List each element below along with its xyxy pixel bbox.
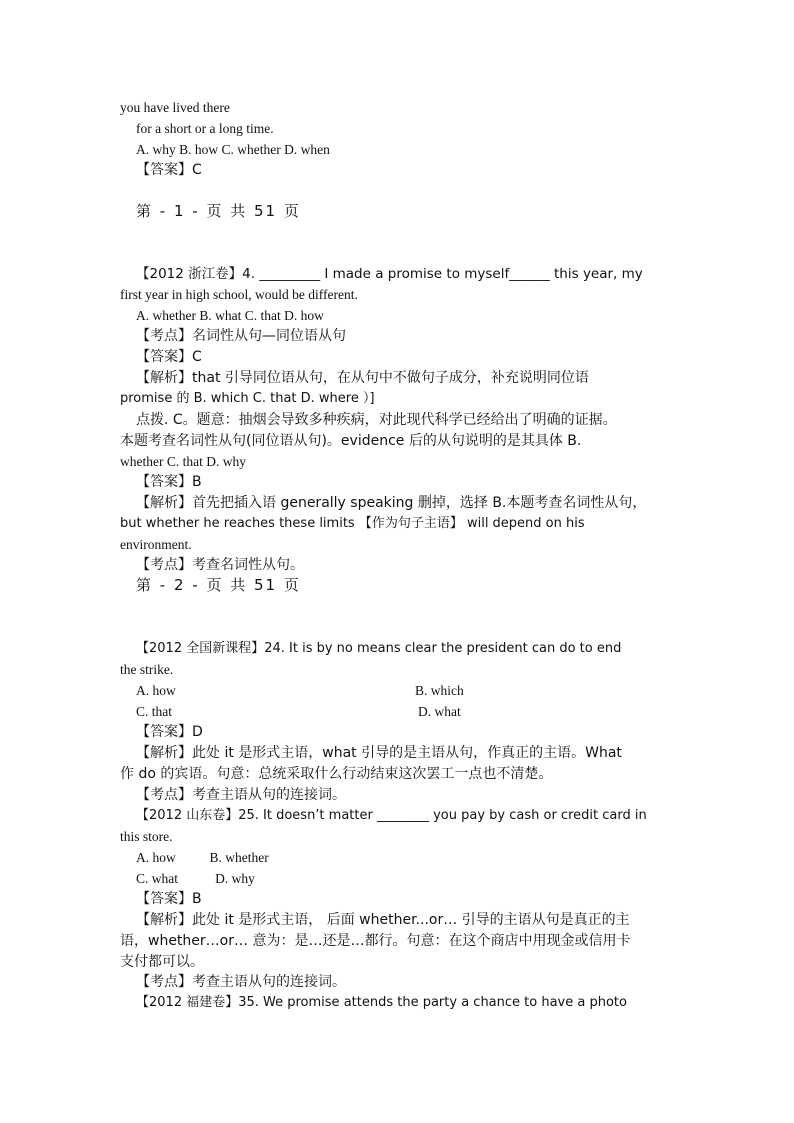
dianbo-line: 本题考查名词性从句(同位语从句)。evidence 后的从句说明的是其具体 B. xyxy=(120,433,582,449)
question-line: the strike. xyxy=(120,662,174,677)
answer-options: A. whether B. what C. that D. how xyxy=(136,308,324,323)
question-line: this store. xyxy=(120,829,173,844)
answer-label: 【答案】B xyxy=(136,474,202,490)
answer-options: A. why B. how C. whether D. when xyxy=(136,142,330,157)
answer-label: 【答案】C xyxy=(136,349,202,365)
answer-label: 【答案】D xyxy=(136,724,203,740)
kaodian-label: 【考点】考查名词性从句。 xyxy=(136,557,304,573)
answer-label: 【答案】B xyxy=(136,891,202,907)
answer-options: A. how B. whether xyxy=(136,850,269,865)
text-line: you have lived there xyxy=(120,100,230,115)
jiexi-line: 作 do 的宾语。句意：总统采取什么行动结束这次罢工一点也不清楚。 xyxy=(120,766,553,782)
option-d: D. what xyxy=(418,704,461,719)
kaodian-label: 【考点】考查主语从句的连接词。 xyxy=(136,974,346,990)
option-a: A. how xyxy=(136,683,176,698)
question-line: first year in high school, would be different. xyxy=(120,287,358,302)
jiexi-line: 支付都可以。 xyxy=(120,954,204,970)
answer-options: C. what D. why xyxy=(136,871,255,886)
question-line: 【2012 浙江卷】4. _________ I made a promise to myself______ this year, my xyxy=(136,266,643,282)
jiexi-line: environment. xyxy=(120,537,192,552)
question-line: 【2012 山东卷】25. It doesn’t matter ________ you pay by cash or credit card in xyxy=(136,808,647,823)
text-line: for a short or a long time. xyxy=(136,121,274,136)
answer-label: 【答案】C xyxy=(136,162,202,178)
jiexi-line: 【解析】that 引导同位语从句，在从句中不做句子成分，补充说明同位语 xyxy=(136,370,589,386)
jiexi-line: 【解析】首先把插入语 generally speaking 删掉，选择 B.本题考查名词性从句， xyxy=(136,495,647,511)
jiexi-line: 语，whether…or… 意为：是…还是…都行。句意：在这个商店中用现金或信用卡 xyxy=(120,933,631,949)
jiexi-line: 【解析】此处 it 是形式主语， 后面 whether...or… 引导的主语从句是真正的主 xyxy=(136,912,630,928)
option-b: B. which xyxy=(415,683,464,698)
jiexi-line: promise 的 B. which C. that D. where ）] xyxy=(120,391,375,406)
kaodian-label: 【考点】名词性从句—同位语从句 xyxy=(136,328,346,344)
question-line: 【2012 福建卷】35. We promise attends the party a chance to have a photo xyxy=(136,995,627,1010)
page-footer: 第 - 1 - 页 共 51 页 xyxy=(136,202,301,220)
page-footer: 第 - 2 - 页 共 51 页 xyxy=(136,576,301,594)
dianbo-line: 点拨. C。题意：抽烟会导致多种疾病，对此现代科学已经给出了明确的证据。 xyxy=(136,412,617,428)
question-line: 【2012 全国新课程】24. It is by no means clear the president can do to end xyxy=(136,641,622,656)
kaodian-label: 【考点】考查主语从句的连接词。 xyxy=(136,787,346,803)
jiexi-line: 【解析】此处 it 是形式主语，what 引导的是主语从句，作真正的主语。What xyxy=(136,745,622,761)
option-c: C. that xyxy=(136,704,172,719)
dianbo-line: whether C. that D. why xyxy=(120,454,246,469)
jiexi-line: but whether he reaches these limits 【作为句子主语】 will depend on his xyxy=(120,516,585,531)
